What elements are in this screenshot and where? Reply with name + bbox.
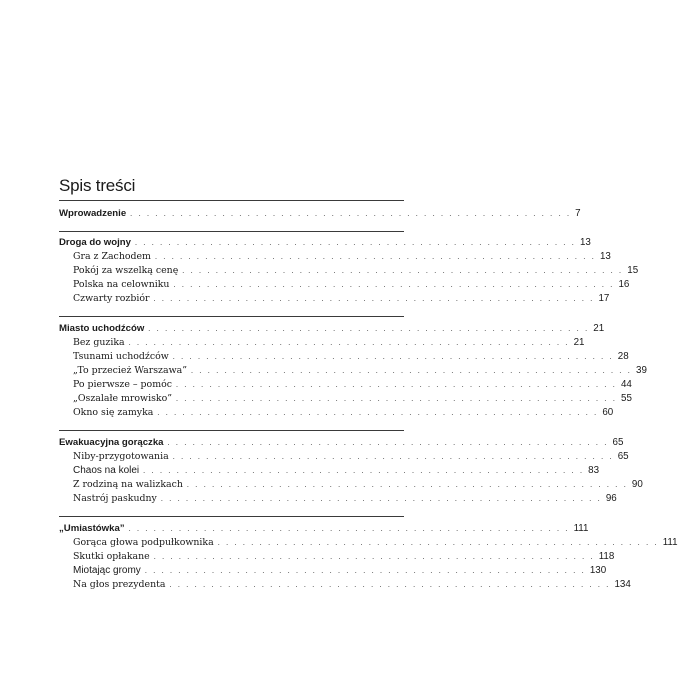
toc-subentry-label: Okno się zamyka (73, 407, 154, 418)
toc-page-number: 16 (618, 279, 630, 290)
toc-page-number: 17 (598, 293, 610, 304)
toc-page-number: 96 (605, 493, 617, 504)
toc-page-number: 13 (579, 237, 591, 248)
toc-chapter[interactable] (59, 236, 591, 250)
toc-subentry-label: Bez guzika (73, 337, 125, 348)
toc-entry-label: Wprowadzenie (59, 208, 127, 219)
toc-chapter[interactable] (59, 322, 605, 336)
toc-subentry-label: Polska na celowniku (73, 279, 170, 290)
toc-subentry[interactable] (73, 478, 643, 492)
toc-subentry-label: Gorąca głowa podpułkownika (73, 537, 214, 548)
toc-subentry-label: „To przecież Warszawa” (73, 365, 187, 376)
page-title: Spis treści (59, 176, 136, 195)
toc-subentry-label: Gra z Zachodem (73, 251, 151, 262)
dot-leader: . . . . . . . . . . . . . . . . . . . . . . . . . . . . . . . . . . . . . . . . . . . . . . . . . . . . . (153, 294, 595, 303)
toc-chapter-label: Droga do wojny (59, 237, 131, 248)
toc-subentry[interactable] (73, 392, 632, 406)
toc-chapter[interactable] (59, 436, 624, 450)
dot-leader: . . . . . . . . . . . . . . . . . . . . . . . . . . . . . . . . . . . . . . . . . . . . . . . . . . . . . (148, 324, 590, 333)
toc-subentry[interactable] (73, 350, 629, 364)
toc-chapter-label: Ewakuacyjna gorączka (59, 437, 164, 448)
toc-subentry[interactable] (73, 250, 611, 264)
toc-subentry[interactable] (73, 550, 615, 564)
section-divider (59, 516, 404, 517)
section-divider (59, 430, 404, 431)
dot-leader: . . . . . . . . . . . . . . . . . . . . . . . . . . . . . . . . . . . . . . . . . . . . . . . . . . . . . (144, 566, 586, 575)
toc-chapter[interactable] (59, 522, 589, 536)
dot-leader: . . . . . . . . . . . . . . . . . . . . . . . . . . . . . . . . . . . . . . . . . . . . . . . . . . . . . (130, 209, 572, 218)
dot-leader: . . . . . . . . . . . . . . . . . . . . . . . . . . . . . . . . . . . . . . . . . . . . . . . . . . . . . (172, 352, 614, 361)
toc-page-number: 130 (589, 565, 607, 576)
toc-subentry[interactable] (73, 536, 678, 550)
toc-subentry-label: Tsunami uchodźców (73, 351, 169, 362)
toc-subentry-label: Chaos na kolei (73, 465, 140, 476)
dot-leader: . . . . . . . . . . . . . . . . . . . . . . . . . . . . . . . . . . . . . . . . . . . . . . . . . . . . . (173, 280, 615, 289)
toc-subentry[interactable] (73, 578, 631, 592)
toc-page-number: 118 (598, 551, 615, 562)
toc-subentry[interactable] (73, 564, 607, 578)
toc-subentry-label: Skutki opłakane (73, 551, 150, 562)
toc-subentry-label: Nastrój paskudny (73, 493, 157, 504)
section-divider (59, 200, 404, 201)
toc-subentry-label: Miotając gromy (73, 565, 141, 576)
toc-page-number: 7 (575, 208, 581, 219)
dot-leader: . . . . . . . . . . . . . . . . . . . . . . . . . . . . . . . . . . . . . . . . . . . . . . . . . . . . . (217, 538, 659, 547)
dot-leader: . . . . . . . . . . . . . . . . . . . . . . . . . . . . . . . . . . . . . . . . . . . . . . . . . . . . . (167, 438, 609, 447)
toc-subentry-label: Z rodziną na walizkach (73, 479, 183, 490)
toc-page-number: 55 (621, 393, 632, 404)
toc-subentry-label: Pokój za wszelką cenę (73, 265, 179, 276)
toc-subentry[interactable] (73, 336, 585, 350)
dot-leader: . . . . . . . . . . . . . . . . . . . . . . . . . . . . . . . . . . . . . . . . . . . . . . . . . . . . . (153, 552, 595, 561)
dot-leader: . . . . . . . . . . . . . . . . . . . . . . . . . . . . . . . . . . . . . . . . . . . . . . . . . . . . . (169, 580, 611, 589)
dot-leader: . . . . . . . . . . . . . . . . . . . . . . . . . . . . . . . . . . . . . . . . . . . . . . . . . . . . . (143, 466, 585, 475)
dot-leader: . . . . . . . . . . . . . . . . . . . . . . . . . . . . . . . . . . . . . . . . . . . . . . . . . . . . . (134, 238, 576, 247)
toc-page-number: 134 (614, 579, 631, 590)
toc-subentry[interactable] (73, 450, 629, 464)
toc-subentry-label: Czwarty rozbiór (73, 293, 150, 304)
toc-subentry-label: Po pierwsze – pomóc (73, 379, 172, 390)
toc-subentry-label: Niby-przygotowania (73, 451, 169, 462)
dot-leader: . . . . . . . . . . . . . . . . . . . . . . . . . . . . . . . . . . . . . . . . . . . . . . . . . . . . . (175, 380, 617, 389)
toc-subentry-label: „Oszalałe mrowisko” (73, 393, 173, 404)
dot-leader: . . . . . . . . . . . . . . . . . . . . . . . . . . . . . . . . . . . . . . . . . . . . . . . . . . . . . (160, 494, 602, 503)
dot-leader: . . . . . . . . . . . . . . . . . . . . . . . . . . . . . . . . . . . . . . . . . . . . . . . . . . . . . (176, 394, 618, 403)
dot-leader: . . . . . . . . . . . . . . . . . . . . . . . . . . . . . . . . . . . . . . . . . . . . . . . . . . . . . (128, 524, 570, 533)
dot-leader: . . . . . . . . . . . . . . . . . . . . . . . . . . . . . . . . . . . . . . . . . . . . . . . . . . . . . (172, 452, 614, 461)
toc-chapter-label: „Umiastówka” (59, 523, 125, 534)
dot-leader: . . . . . . . . . . . . . . . . . . . . . . . . . . . . . . . . . . . . . . . . . . . . . . . . . . . . . (186, 480, 628, 489)
toc-subentry-label: Na głos prezydenta (73, 579, 166, 590)
toc-page-number: 21 (593, 323, 605, 334)
toc-page-number: 39 (636, 365, 647, 376)
section-divider (59, 316, 404, 317)
dot-leader: . . . . . . . . . . . . . . . . . . . . . . . . . . . . . . . . . . . . . . . . . . . . . . . . . . . . . (154, 252, 596, 261)
toc-subentry[interactable] (73, 292, 610, 306)
toc-entry-intro[interactable] (59, 207, 581, 221)
toc-subentry[interactable] (73, 278, 630, 292)
toc-page-number: 60 (602, 407, 614, 418)
toc-page-number: 28 (617, 351, 629, 362)
toc-page-number: 111 (573, 523, 589, 534)
toc-page-number: 65 (612, 437, 624, 448)
dot-leader: . . . . . . . . . . . . . . . . . . . . . . . . . . . . . . . . . . . . . . . . . . . . . . . . . . . . . (191, 366, 632, 375)
toc-chapter-label: Miasto uchodźców (59, 323, 145, 334)
dot-leader: . . . . . . . . . . . . . . . . . . . . . . . . . . . . . . . . . . . . . . . . . . . . . . . . . . . . . (128, 338, 570, 347)
toc-page-number: 65 (617, 451, 629, 462)
toc-subentry[interactable] (73, 492, 617, 506)
toc-page-number: 90 (631, 479, 643, 490)
toc-subentry[interactable] (73, 264, 639, 278)
dot-leader: . . . . . . . . . . . . . . . . . . . . . . . . . . . . . . . . . . . . . . . . . . . . . . . . . . . . . (157, 408, 599, 417)
toc-subentry[interactable] (73, 364, 647, 378)
dot-leader: . . . . . . . . . . . . . . . . . . . . . . . . . . . . . . . . . . . . . . . . . . . . . . . . . . . . . (182, 266, 624, 275)
toc-page-number: 13 (599, 251, 611, 262)
toc-page-number: 15 (627, 265, 639, 276)
toc-subentry[interactable] (73, 464, 600, 478)
section-divider (59, 231, 404, 232)
toc-subentry[interactable] (73, 378, 632, 392)
toc-subentry[interactable] (73, 406, 614, 420)
toc-page-number: 111 (662, 537, 678, 548)
toc-page-number: 44 (620, 379, 632, 390)
toc-page-number: 21 (573, 337, 585, 348)
toc-page-number: 83 (588, 465, 600, 476)
